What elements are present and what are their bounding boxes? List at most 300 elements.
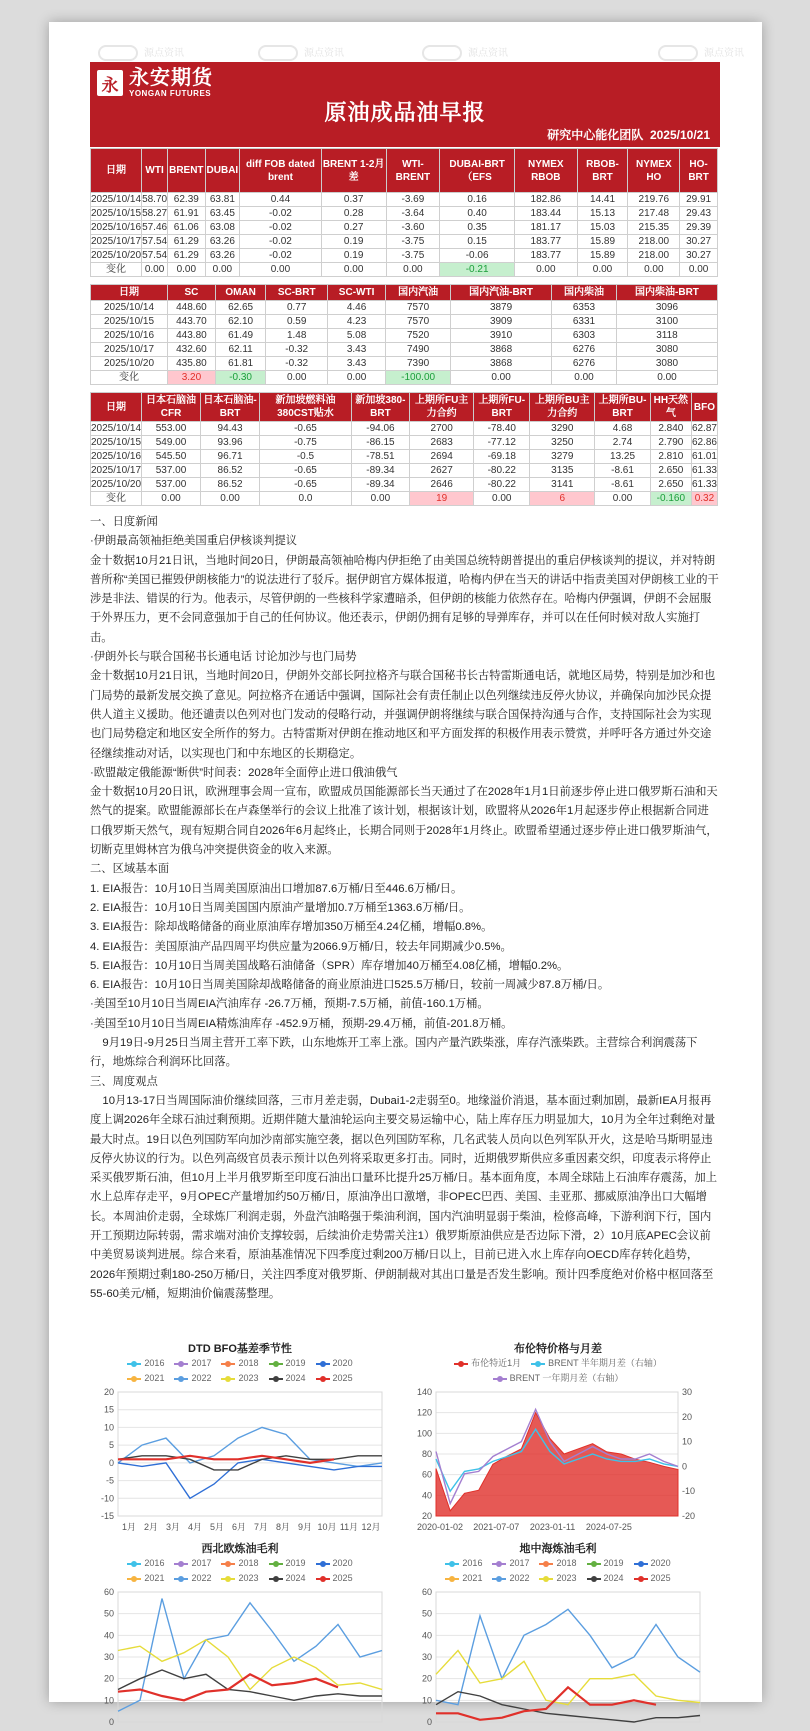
svg-text:10: 10: [103, 1695, 114, 1706]
date-cell: 2025/10/14: [91, 301, 168, 315]
change-cell: 0.00: [386, 263, 439, 277]
value-cell: 0.19: [321, 235, 386, 249]
svg-text:11月: 11月: [339, 1522, 359, 1532]
value-cell: -3.69: [386, 193, 439, 207]
chart-legend: [408, 1556, 708, 1586]
fundamental-item: 3. EIA报告：除却战略储备的商业原油库存增加350万桶至4.24亿桶，增幅0.8%。: [90, 921, 493, 934]
column-header: BRENT: [168, 149, 205, 193]
column-header: 日期: [91, 285, 168, 301]
value-cell: 3910: [451, 329, 552, 343]
report-body: [90, 513, 720, 1304]
value-cell: 61.91: [168, 207, 205, 221]
value-cell: 0.59: [266, 315, 328, 329]
value-cell: -0.65: [260, 422, 352, 436]
legend-marker-icon: [531, 1363, 545, 1365]
date-cell: 2025/10/16: [91, 329, 168, 343]
chart-plot: [90, 1386, 390, 1536]
value-cell: 13.25: [595, 450, 651, 464]
date-cell: 2025/10/14: [91, 193, 142, 205]
change-cell: 0.00: [577, 263, 628, 277]
change-cell: 0.00: [552, 371, 617, 385]
change-cell: 0.00: [515, 263, 577, 277]
value-cell: -69.18: [474, 450, 530, 464]
legend-marker-icon: [269, 1363, 283, 1365]
column-header: 上期所FU主力合约: [409, 393, 473, 422]
legend-marker-icon: [316, 1563, 330, 1565]
fundamental-item: ·美国至10月10日当周EIA精炼油库存 -452.9万桶，预期-29.4万桶，前值-201.8万桶。: [90, 1017, 513, 1030]
date-cell: 2025/10/20: [91, 249, 142, 261]
value-cell: -80.22: [474, 464, 530, 478]
change-cell: 0.00: [474, 492, 530, 506]
value-cell: 0.37: [321, 193, 386, 207]
column-header: NYMEX HO: [628, 149, 680, 193]
section-heading: 一、日度新闻: [90, 516, 158, 528]
column-header: SC-BRT: [266, 285, 328, 301]
table-row: [91, 422, 718, 436]
value-cell: 219.76: [628, 193, 680, 207]
legend-item: 2023: [221, 1571, 258, 1586]
date-cell: 2025/10/20: [91, 478, 142, 490]
chart-plot: [408, 1586, 708, 1726]
value-cell: -0.02: [240, 249, 321, 263]
change-cell: 0.00: [680, 263, 718, 277]
value-cell: 63.45: [205, 207, 240, 221]
value-cell: 218.00: [628, 249, 680, 263]
value-cell: 3279: [530, 450, 595, 464]
value-cell: 63.81: [205, 193, 240, 207]
value-cell: 4.68: [595, 422, 651, 436]
fundamental-item: 2. EIA报告：10月10日当周美国国内原油产量增加0.7万桶至1363.6万桶/日。: [90, 901, 471, 914]
chart-plot: [90, 1586, 390, 1726]
value-cell: 443.70: [168, 315, 216, 329]
column-header: WTI: [142, 149, 168, 193]
svg-text:-15: -15: [100, 1511, 114, 1521]
value-cell: 2.790: [650, 436, 691, 450]
fundamental-item: 4. EIA报告：美国原油产品四周平均供应量为2066.9万桶/日，较去年同期减少0.5%。: [90, 940, 512, 953]
legend-marker-icon: [587, 1578, 601, 1580]
value-cell: -3.75: [386, 235, 439, 249]
svg-text:15: 15: [103, 1404, 114, 1415]
column-header: NYMEX RBOB: [515, 149, 577, 193]
column-header: WTI-BRENT: [386, 149, 439, 193]
value-cell: 3100: [616, 315, 717, 329]
value-cell: 435.80: [168, 357, 216, 371]
value-cell: 61.33: [691, 478, 717, 490]
value-cell: 30.27: [680, 235, 718, 249]
value-cell: 0.27: [321, 221, 386, 235]
table-row: [91, 235, 718, 249]
value-cell: 3868: [451, 343, 552, 357]
svg-text:2021-07-07: 2021-07-07: [473, 1522, 520, 1532]
table-row: [91, 249, 718, 263]
value-cell: 0.19: [321, 249, 386, 263]
svg-text:40: 40: [421, 1490, 432, 1501]
table-header-row: [91, 393, 718, 422]
value-cell: -77.12: [474, 436, 530, 450]
table-row: [91, 221, 718, 235]
legend-marker-icon: [221, 1578, 235, 1580]
svg-text:20: 20: [103, 1387, 114, 1397]
value-cell: 448.60: [168, 301, 216, 315]
table-row: [91, 193, 718, 207]
chart-title: 布伦特价格与月差: [514, 1343, 602, 1355]
legend-item: BRENT 半年期月差（右轴）: [531, 1356, 662, 1371]
svg-text:0: 0: [108, 1457, 114, 1468]
column-header: 日本石脑油CFR: [142, 393, 201, 422]
value-cell: -8.61: [595, 478, 651, 492]
date-cell: 2025/10/16: [91, 221, 142, 233]
legend-item: 2022: [174, 1371, 211, 1386]
value-cell: -8.61: [595, 464, 651, 478]
value-cell: 62.86: [691, 436, 717, 448]
value-cell: 3.43: [327, 357, 385, 371]
value-cell: -0.75: [260, 436, 352, 450]
value-cell: 15.13: [577, 207, 628, 221]
value-cell: -0.65: [260, 478, 352, 492]
svg-text:50: 50: [421, 1608, 432, 1619]
logo-icon: 永: [97, 70, 123, 96]
value-cell: 0.15: [440, 235, 515, 249]
table-header-row: [91, 149, 718, 193]
svg-text:7月: 7月: [253, 1522, 269, 1532]
value-cell: 93.96: [200, 436, 259, 450]
watermark: 源点资讯: [422, 44, 508, 61]
value-cell: 2646: [409, 478, 473, 492]
column-header: SC: [168, 285, 216, 301]
legend-item: 2022: [492, 1571, 529, 1586]
value-cell: 0.35: [440, 221, 515, 235]
table-row: [91, 357, 718, 371]
value-cell: 553.00: [142, 422, 201, 436]
legend-marker-icon: [539, 1578, 553, 1580]
value-cell: 4.23: [327, 315, 385, 329]
value-cell: 29.91: [680, 193, 718, 207]
value-cell: 3909: [451, 315, 552, 329]
chart-med-margin: [408, 1540, 708, 1731]
value-cell: 0.16: [440, 193, 515, 207]
value-cell: -86.15: [351, 436, 409, 450]
table-row: [91, 207, 718, 221]
news-body: 金十数据10月21日讯，当地时间20日，伊朗外交部长阿拉格齐与联合国秘书长古特雷斯通电话，就地区局势，特别是加沙和也门局势的最新发展交换了意见。阿拉格齐在通话中强调，国际社会有责任制止以色列继续违反停火协议，并确保向加沙民众提供人道主义援助。他还谴责以色列对也门发动的侵略行动，并强调伊朗将继续与联合国保持沟通与合作，支持国际社会为实现也门局势稳定和地区安全所作的努力。古特雷斯对伊朗在推动地区和平方面发挥的积极作用表示赞赏，并呼吁各方通过外交途径继续推动对话，以实现也门和中东地区的长期稳定。: [90, 670, 716, 760]
change-row: [91, 492, 718, 506]
value-cell: 86.52: [200, 464, 259, 478]
svg-text:0: 0: [426, 1717, 432, 1727]
value-cell: 218.00: [628, 235, 680, 249]
legend-marker-icon: [174, 1578, 188, 1580]
value-cell: 3.43: [327, 343, 385, 357]
change-cell: 0.00: [327, 371, 385, 385]
date-cell: 2025/10/15: [91, 315, 168, 329]
legend-item: 2021: [127, 1371, 164, 1386]
value-cell: 3080: [616, 343, 717, 357]
value-cell: -0.5: [260, 450, 352, 464]
legend-marker-icon: [492, 1563, 506, 1565]
news-body: 金十数据10月20日讯，欧洲理事会周一宣布，欧盟成员国能源部长当天通过了在2028年1月1日前逐步停止进口俄罗斯石油和天然气的提案。欧盟能源部长在卢森堡举行的会议上批准了该计划，根据该计划，欧盟将从2026年1月起逐步停止根据新合同进口俄罗斯天然气，现有短期合同自2026年6月起终止，长期合同则于2028年1月终止。欧盟希望通过逐步停止进口俄罗斯油气，切断克里姆林宫为俄乌冲突提供资金的收入来源。: [90, 786, 718, 857]
value-cell: 61.01: [691, 450, 717, 462]
legend-item: 2024: [269, 1571, 306, 1586]
legend-item: 2019: [269, 1356, 306, 1371]
value-cell: 7570: [386, 301, 451, 315]
value-cell: 62.87: [691, 422, 717, 434]
chart-nwe-margin: [90, 1540, 390, 1731]
svg-text:5: 5: [108, 1440, 114, 1451]
column-header: 上期所FU-BRT: [474, 393, 530, 422]
change-cell: 0.00: [142, 263, 168, 277]
value-cell: 3096: [616, 301, 717, 315]
legend-item: 2022: [174, 1571, 211, 1586]
table-row: [91, 464, 718, 478]
value-cell: 14.41: [577, 193, 628, 207]
value-cell: 57.54: [142, 235, 168, 247]
value-cell: 1.48: [266, 329, 328, 343]
column-header: 上期所BU主力合约: [530, 393, 595, 422]
legend-item: 2019: [587, 1556, 624, 1571]
sc-domestic-table: [90, 284, 718, 385]
value-cell: 6331: [552, 315, 617, 329]
svg-text:20: 20: [421, 1511, 432, 1521]
value-cell: 545.50: [142, 450, 201, 464]
legend-item: 2020: [316, 1556, 353, 1571]
legend-item: 2024: [587, 1571, 624, 1586]
value-cell: 63.08: [205, 221, 240, 235]
date-cell: 2025/10/16: [91, 450, 142, 462]
value-cell: -78.51: [351, 450, 409, 464]
legend-marker-icon: [445, 1578, 459, 1580]
section-heading: 二、区域基本面: [90, 863, 170, 876]
value-cell: 94.43: [200, 422, 259, 436]
weekly-view: 10月13-17日当周国际油价继续回落，三市月差走弱，Dubai1-2走弱至0。地缘溢价消退，基本面过剩加剧，最新IEA月报再度上调2026年全球石油过剩预期。近期伴随大量油轮运向主要交易运输中心，陆上库存压力明显加大，10月为全年过剩绝对量最大时点。19日以色列国防军向加沙南部实施空袭，据以色列国防军称，几名武装人员向以色列军队开火，这是哈马斯明显违反停火协议的行为。以色列高级官员表示预计以色列将采取更多打击。同时，近期俄罗斯供应多重因素交织，印度表示将停止采买俄罗斯石油，但10月上半月俄罗斯至印度石油出口量环比提升25万桶/日。基本面角度，本周全球陆上石油库存震荡，加上水上总库存走平，9月OPEC产量增加约50万桶/日，原油净出口激增，非OPEC巴西、美国、圭亚那、挪威原油净出口大幅增长。本周油价走弱，全球炼厂利润走弱，外盘汽油略强于柴油利润，国内汽油明显弱于柴油，检修高峰，下游利润下行，国内开工预期边际转弱，需求端对油价支撑较弱，后续油价走势需关注1）俄罗斯原油供应是否边际下滑，2）10月底APEC会议前中美贸易谈判进展。综合来看，原油基准情况下四季度过剩200万桶/日以上，目前已进入水上库存向OECD库存转化趋势，2026年预期过剩180-250万桶/日，关注四季度对俄罗斯、伊朗制裁对其出口量是否发生影响。预计四季度绝对价格中枢回落至55-60美元/桶，短期油价偏震荡整理。: [90, 1094, 718, 1300]
svg-text:0: 0: [108, 1717, 114, 1727]
value-cell: 61.06: [168, 221, 205, 235]
value-cell: 2.650: [650, 478, 691, 492]
legend-item: 2017: [174, 1356, 211, 1371]
value-cell: -80.22: [474, 478, 530, 492]
change-cell: 0.00: [205, 263, 240, 277]
change-cell: 0.00: [351, 492, 409, 506]
value-cell: 63.26: [205, 235, 240, 249]
legend-marker-icon: [174, 1363, 188, 1365]
change-cell: -0.21: [440, 263, 515, 277]
value-cell: 537.00: [142, 464, 201, 478]
legend-marker-icon: [269, 1578, 283, 1580]
column-header: HO-BRT: [680, 149, 718, 193]
value-cell: 30.27: [680, 249, 718, 263]
svg-text:50: 50: [103, 1608, 114, 1619]
svg-text:-10: -10: [682, 1486, 696, 1497]
svg-text:2020-01-02: 2020-01-02: [416, 1522, 464, 1532]
value-cell: 4.46: [327, 301, 385, 315]
svg-text:80: 80: [421, 1449, 432, 1459]
change-cell: 6: [530, 492, 595, 506]
column-header: RBOB-BRT: [577, 149, 628, 193]
svg-text:10: 10: [103, 1422, 114, 1433]
legend-marker-icon: [221, 1378, 235, 1380]
svg-text:12月: 12月: [361, 1522, 381, 1532]
fundamental-item: 5. EIA报告：10月10日当周美国战略石油储备（SPR）库存增加40万桶至4.08亿桶，增幅0.2%。: [90, 959, 569, 972]
change-cell: 0.00: [616, 371, 717, 385]
legend-marker-icon: [493, 1378, 507, 1380]
value-cell: -3.64: [386, 207, 439, 221]
value-cell: 217.48: [628, 207, 680, 221]
value-cell: 3868: [451, 357, 552, 371]
change-row: [91, 263, 718, 277]
products-table: [90, 392, 718, 506]
change-cell: 0.00: [240, 263, 321, 277]
change-cell: 0.0: [260, 492, 352, 506]
brand-name-en: YONGAN FUTURES: [129, 89, 212, 98]
value-cell: 29.39: [680, 221, 718, 235]
svg-text:40: 40: [103, 1630, 114, 1641]
svg-text:30: 30: [421, 1652, 432, 1662]
column-header: DUBAI-BRT（EFS: [440, 149, 515, 193]
legend-item: 2021: [127, 1571, 164, 1586]
svg-text:140: 140: [416, 1387, 432, 1397]
value-cell: -89.34: [351, 464, 409, 478]
value-cell: 2.810: [650, 450, 691, 464]
value-cell: -0.65: [260, 464, 352, 478]
value-cell: -89.34: [351, 478, 409, 492]
value-cell: 63.26: [205, 249, 240, 263]
svg-text:20: 20: [103, 1673, 114, 1684]
legend-marker-icon: [127, 1363, 141, 1365]
svg-text:120: 120: [416, 1407, 432, 1418]
svg-text:60: 60: [421, 1587, 432, 1597]
value-cell: 183.77: [515, 235, 577, 249]
legend-marker-icon: [174, 1563, 188, 1565]
value-cell: 2700: [409, 422, 473, 436]
report-byline: [547, 126, 710, 143]
value-cell: 7390: [386, 357, 451, 371]
value-cell: 62.11: [215, 343, 266, 357]
value-cell: 57.46: [142, 221, 168, 233]
value-cell: 3290: [530, 422, 595, 436]
column-header: 新加坡燃料油380CST贴水: [260, 393, 352, 422]
column-header: 国内汽油-BRT: [451, 285, 552, 301]
column-header: OMAN: [215, 285, 266, 301]
value-cell: -3.75: [386, 249, 439, 263]
column-header: 上期所BU-BRT: [595, 393, 651, 422]
chart-legend: [90, 1356, 390, 1386]
svg-text:5月: 5月: [209, 1522, 225, 1532]
value-cell: 6353: [552, 301, 617, 315]
legend-marker-icon: [127, 1378, 141, 1380]
date-cell: 2025/10/20: [91, 357, 168, 371]
value-cell: 3118: [616, 329, 717, 343]
report-date: 2025/10/21: [649, 128, 710, 142]
svg-text:60: 60: [103, 1587, 114, 1597]
report-title: 原油成品油早报: [324, 100, 486, 125]
chart-title: 地中海炼油毛利: [519, 1543, 597, 1555]
svg-text:10: 10: [421, 1695, 432, 1706]
value-cell: 3135: [530, 464, 595, 478]
legend-item: 2017: [174, 1556, 211, 1571]
change-cell: 0.00: [321, 263, 386, 277]
legend-item: 2016: [445, 1556, 482, 1571]
value-cell: 61.33: [691, 464, 717, 476]
svg-text:1月: 1月: [121, 1522, 137, 1532]
section-heading: 三、周度观点: [90, 1075, 158, 1088]
value-cell: 15.89: [577, 235, 628, 249]
table-row: [91, 343, 718, 357]
news-headline: ·欧盟敲定俄能源“断供”时间表：2028年全面停止进口俄油俄气: [90, 766, 398, 779]
value-cell: 61.81: [215, 357, 266, 371]
fundamental-item: 6. EIA报告：10月10日当周美国除却战略储备的商业原油进口525.5万桶/日，较前一周减少87.8万桶/日。: [90, 979, 610, 992]
chart-legend: [90, 1556, 390, 1586]
value-cell: 0.28: [321, 207, 386, 221]
legend-marker-icon: [127, 1563, 141, 1565]
table-row: [91, 450, 718, 464]
value-cell: 62.65: [215, 301, 266, 315]
news-headline: ·伊朗外长与联合国秘书长通电话 讨论加沙与也门局势: [90, 651, 357, 664]
column-header: 国内汽油: [386, 285, 451, 301]
column-header: DUBAI: [205, 149, 240, 193]
chart-title: 西北欧炼油毛利: [201, 1543, 279, 1555]
legend-item: 2018: [539, 1556, 576, 1571]
watermark: 源点资讯: [98, 44, 184, 61]
change-row: [91, 371, 718, 385]
change-label: 变化: [91, 492, 142, 506]
change-cell: -100.00: [386, 371, 451, 385]
value-cell: 7520: [386, 329, 451, 343]
table-row: [91, 301, 718, 315]
value-cell: 7490: [386, 343, 451, 357]
svg-text:9月: 9月: [297, 1522, 313, 1532]
chart-dtd-bfo: [90, 1340, 390, 1541]
value-cell: -94.06: [351, 422, 409, 436]
legend-item: 2017: [492, 1556, 529, 1571]
legend-item: 2018: [221, 1356, 258, 1371]
value-cell: 0.40: [440, 207, 515, 221]
legend-item: 2016: [127, 1356, 164, 1371]
legend-item: 2023: [539, 1571, 576, 1586]
value-cell: 62.10: [215, 315, 266, 329]
value-cell: 2694: [409, 450, 473, 464]
value-cell: 0.44: [240, 193, 321, 207]
legend-marker-icon: [269, 1563, 283, 1565]
legend-item: 2020: [634, 1556, 671, 1571]
legend-item: 2025: [634, 1571, 671, 1586]
team-name: 研究中心能化团队: [547, 128, 644, 142]
value-cell: 215.35: [628, 221, 680, 235]
legend-item: 2016: [127, 1556, 164, 1571]
value-cell: 549.00: [142, 436, 201, 450]
change-cell: 0.00: [168, 263, 205, 277]
chart-legend: [408, 1356, 708, 1386]
value-cell: -3.60: [386, 221, 439, 235]
svg-text:-5: -5: [105, 1475, 114, 1486]
legend-item: 2025: [316, 1371, 353, 1386]
value-cell: 58.27: [142, 207, 168, 219]
change-cell: 3.20: [168, 371, 216, 385]
value-cell: 61.29: [168, 249, 205, 263]
svg-text:-10: -10: [100, 1493, 114, 1504]
brand-name-cn: 永安期货: [129, 67, 213, 89]
change-cell: 0.00: [595, 492, 651, 506]
column-header: 日期: [91, 393, 142, 422]
value-cell: 15.03: [577, 221, 628, 235]
legend-marker-icon: [634, 1563, 648, 1565]
value-cell: 57.54: [142, 249, 168, 261]
value-cell: 5.08: [327, 329, 385, 343]
svg-text:10: 10: [682, 1436, 693, 1447]
legend-item: 2018: [221, 1556, 258, 1571]
legend-marker-icon: [316, 1378, 330, 1380]
value-cell: 86.52: [200, 478, 259, 492]
svg-text:100: 100: [416, 1428, 432, 1439]
value-cell: 3141: [530, 478, 595, 492]
change-cell: -0.30: [215, 371, 266, 385]
svg-text:-20: -20: [682, 1511, 696, 1521]
